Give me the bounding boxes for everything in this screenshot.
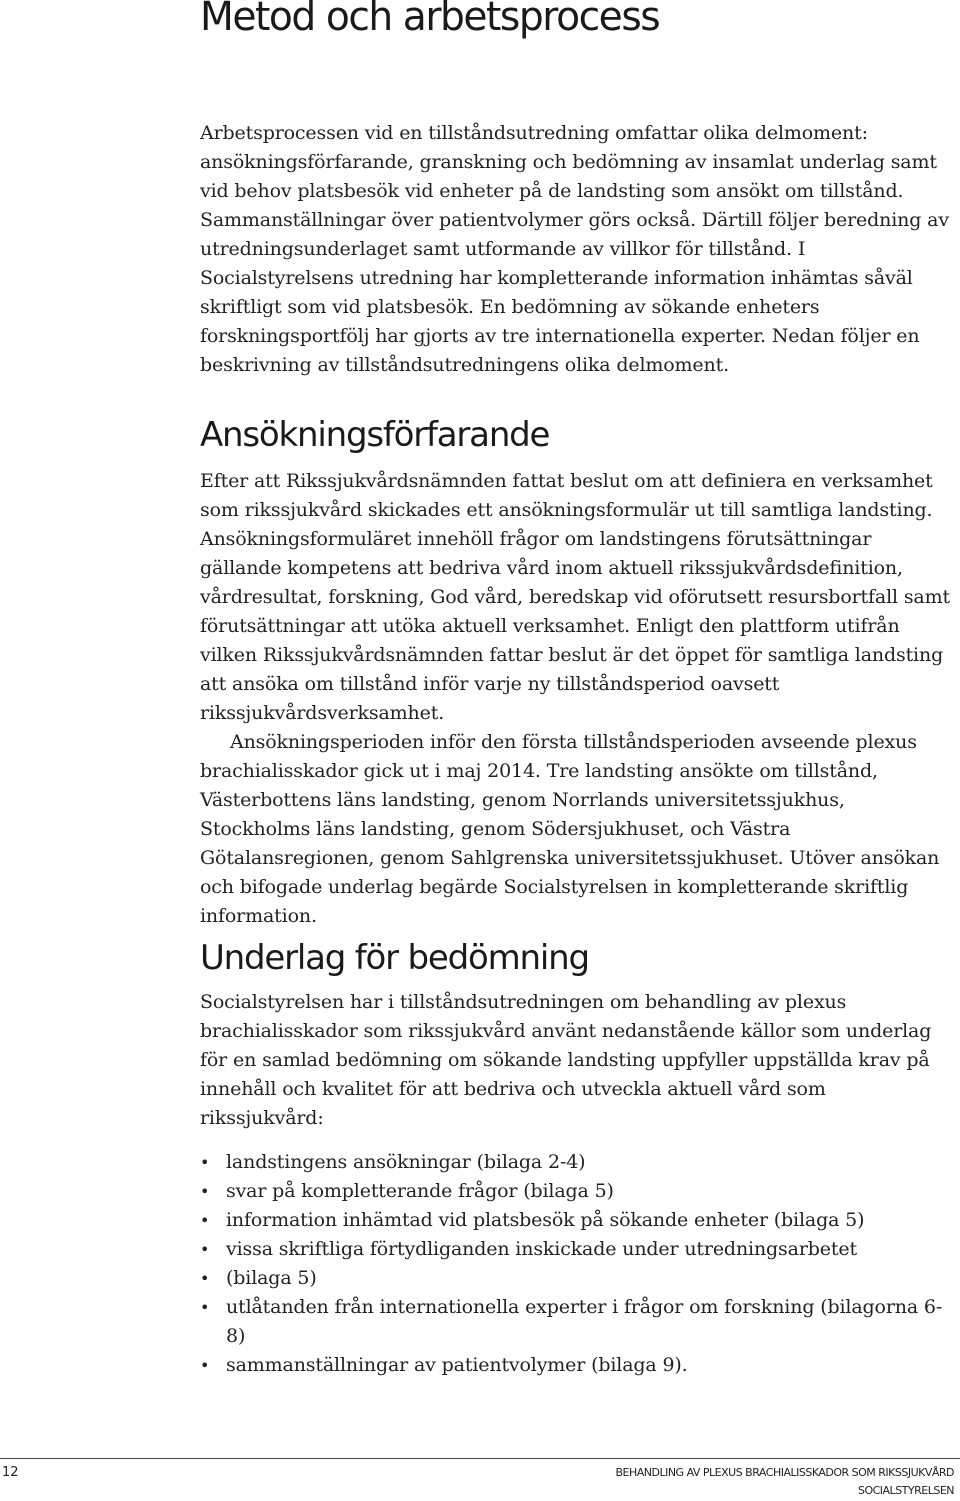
section1-paragraph-1: Efter att Rikssjukvårdsnämnden fattat beslut om att definiera en verksamhet som rikssjukvård skickades ett ansökningsformulär ut till samtliga landsting. Ansökningsformuläret innehöll frågor om landstingens förutsättningar gällande kompetens att bedriva vård inom aktuell rikssjukvårdsdefinition, vårdresultat, forskning, God vård, beredskap vid oförutsett resursbortfall samt förutsättningar att utöka aktuell verksamhet. Enligt den plattform utifrån vilken Rikssjukvårdsnämnden fattar beslut är det öppet för samtliga landsting att ansöka om tillstånd inför varje ny tillståndsperiod oavsett rikssjukvårdsverksamhet.: [200, 470, 950, 724]
footer-document-title: BEHANDLING AV PLEXUS BRACHIALISSKADOR SOM RIKSSJUKVÅRD: [615, 1466, 954, 1479]
list-item: [200, 1264, 952, 1293]
bullet-icon: •: [200, 1153, 210, 1172]
list-item-text: vissa skriftliga förtydliganden inskickade under utredningsarbetet: [226, 1238, 857, 1260]
source-list: [200, 1148, 952, 1380]
list-item-text: information inhämtad vid platsbesök på sökande enheter (bilaga 5): [226, 1209, 865, 1231]
intro-paragraph: [200, 119, 952, 380]
section-heading-ansokningsforfarande: Ansökningsförfarande: [200, 415, 550, 455]
list-item: [200, 1293, 952, 1351]
list-item: [200, 1177, 952, 1206]
page-title: Metod och arbetsprocess: [200, 0, 660, 40]
list-item-text: landstingens ansökningar (bilaga 2-4): [226, 1151, 586, 1173]
section1-body: [200, 467, 952, 931]
section1-paragraph-2: Ansökningsperioden inför den första tillståndsperioden avseende plexus brachialisskador gick ut i maj 2014. Tre landsting ansökte om tillstånd, Västerbottens läns landsting, genom Norrlands universitetssjukhus, Stockholms läns landsting, genom Södersjukhuset, och Västra Götalansregionen, genom Sahlgrenska universitetssjukhuset. Utöver ansökan och bifogade underlag begärde Socialstyrelsen in kompletterande skriftlig information.: [200, 731, 940, 927]
bullet-icon: •: [200, 1211, 210, 1230]
list-item-text: sammanställningar av patientvolymer (bilaga 9).: [226, 1354, 688, 1376]
bullet-icon: •: [200, 1182, 210, 1201]
list-item: [200, 1148, 952, 1177]
bullet-icon: •: [200, 1269, 210, 1288]
page-number: 12: [2, 1465, 19, 1480]
footer-divider: [0, 1458, 960, 1459]
list-item: [200, 1235, 952, 1264]
list-item-text: (bilaga 5): [226, 1267, 317, 1289]
list-item: [200, 1206, 952, 1235]
bullet-icon: •: [200, 1356, 210, 1375]
list-item: [200, 1351, 952, 1380]
intro-text: Arbetsprocessen vid en tillståndsutredning omfattar olika delmoment: ansökningsförfarande, granskning och bedömning av insamlat underlag samt vid behov platsbesök vid enheter på de landsting som ansökt om tillstånd. Sammanställningar över patientvolymer görs också. Därtill följer beredning av utredningsunderlaget samt utformande av villkor för tillstånd. I Socialstyrelsens utredning har kompletterande information inhämtas såväl skriftligt som vid platsbesök. En bedömning av sökande enheters forskningsportfölj har gjorts av tre internationella experter. Nedan följer en beskrivning av tillståndsutredningens olika delmoment.: [200, 122, 949, 376]
section-heading-underlag: Underlag för bedömning: [200, 938, 589, 978]
list-item-text: utlåtanden från internationella experter i frågor om forskning (bilagorna 6-8): [226, 1296, 943, 1347]
bullet-icon: •: [200, 1298, 210, 1317]
section2-body: [200, 988, 952, 1133]
section2-paragraph-1: Socialstyrelsen har i tillståndsutredningen om behandling av plexus brachialisskador som rikssjukvård använt nedanstående källor som underlag för en samlad bedömning om sökande landsting uppfyller uppställda krav på innehåll och kvalitet för att bedriva och utveckla aktuell vård som rikssjukvård:: [200, 991, 932, 1129]
list-item-text: svar på kompletterande frågor (bilaga 5): [226, 1180, 614, 1202]
bullet-icon: •: [200, 1240, 210, 1259]
footer-organization: SOCIALSTYRELSEN: [857, 1484, 954, 1497]
